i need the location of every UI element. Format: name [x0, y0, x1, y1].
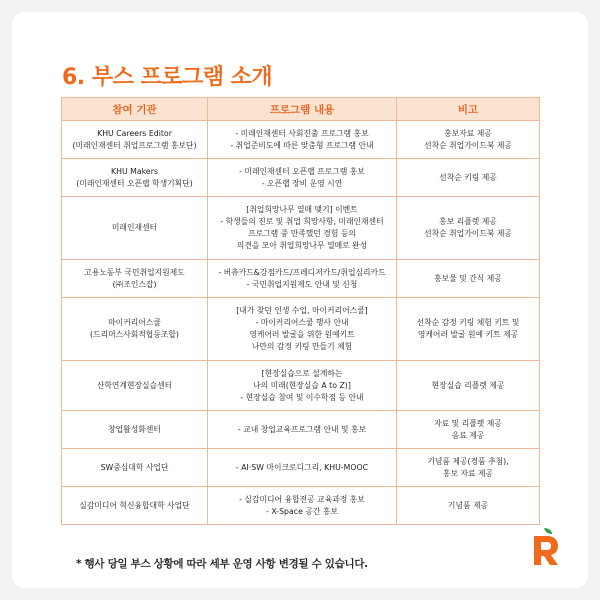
content-cell-line: - 학생들의 진로 및 취업 희망사항, 미래인재센터	[220, 217, 384, 226]
note-cell	[397, 411, 540, 449]
footnote: * 행사 당일 부스 상황에 따라 세부 운영 사항 변경될 수 있습니다.	[76, 558, 368, 570]
note-cell-line: 홍보물 및 간식 제공	[434, 273, 502, 283]
content-cell-line: - 취업준비도에 따른 맞춤형 프로그램 안내	[230, 140, 374, 150]
org-cell-line: (㈜조인스잡)	[112, 279, 157, 289]
content-cell-line: [내가 찾던 인생 수업, 마이커리어스쿨]	[236, 306, 368, 315]
note-cell	[397, 298, 540, 361]
table-row	[62, 487, 540, 525]
note-cell-line: 현장실습 리플렛 제공	[431, 380, 505, 390]
table-row	[62, 197, 540, 260]
content-cell-line: - 국민취업지원제도 안내 및 신청	[246, 279, 358, 289]
table-row	[62, 260, 540, 298]
org-cell	[62, 411, 208, 449]
content-cell	[208, 298, 397, 361]
org-cell	[62, 487, 208, 525]
content-cell-line: 나만의 감정 키링 만들기 체험	[251, 342, 353, 351]
org-cell-line: SW중심대학 사업단	[100, 462, 169, 472]
content-cell-line: - 버츄카드&강점카드/프레디저카드/취업심리카드	[218, 267, 386, 277]
org-cell-line: 마이커리어스쿨	[108, 318, 161, 327]
table-row	[62, 121, 540, 159]
content-cell	[208, 449, 397, 487]
table-header-row	[62, 98, 540, 121]
table-row	[62, 298, 540, 361]
note-cell-line: 기념품 제공	[447, 500, 489, 510]
org-cell	[62, 197, 208, 260]
content-cell-line: - X-Space 공간 홍보	[266, 506, 338, 516]
content-cell	[208, 361, 397, 411]
content-cell	[208, 411, 397, 449]
content-cell-line: - 실감미디어 융합전공 교육과정 홍보	[239, 494, 365, 504]
org-cell-line: KHU Careers Editor	[97, 128, 172, 138]
note-cell	[397, 197, 540, 260]
org-cell	[62, 449, 208, 487]
note-cell	[397, 260, 540, 298]
table-row	[62, 411, 540, 449]
header-content: 프로그램 내용	[208, 98, 397, 121]
content-cell-line: 의견을 모아 취업희망나무 열매로 완성	[236, 241, 368, 250]
note-cell-line: 홍보자료 제공	[444, 128, 492, 138]
org-cell-line: 미래인재센터	[111, 223, 158, 232]
content-cell-line: - 교내 창업교육프로그램 안내 및 홍보	[237, 424, 367, 434]
note-cell-line: 기념품 제공(경품 추첨),	[427, 456, 509, 466]
content-cell	[208, 487, 397, 525]
note-cell-line: 영케어러 발굴 원예 키트 제공	[417, 330, 519, 339]
content-cell-line: 나의 미래(현장실습 A to Z)]	[253, 380, 351, 390]
content-cell-line: - 미래인재센터 사회진출 프로그램 홍보	[235, 128, 369, 138]
content-cell-line: 영케어러 발굴을 위한 원예키트	[249, 330, 355, 339]
org-cell	[62, 260, 208, 298]
table-row	[62, 159, 540, 197]
header-org: 참여 기관	[62, 98, 208, 121]
org-cell	[62, 159, 208, 197]
content-cell-line: - AI·SW 마이크로디그리, KHU-MOOC	[235, 462, 369, 472]
note-cell-line: 음료 제공	[451, 430, 485, 440]
note-cell	[397, 449, 540, 487]
note-cell	[397, 159, 540, 197]
org-cell	[62, 121, 208, 159]
content-cell-line: 프로그램 중 만족했던 경험 등의	[248, 229, 356, 238]
header-note: 비고	[397, 98, 540, 121]
note-cell-line: 선착순 취업가이드북 제공	[424, 140, 512, 150]
content-cell	[208, 121, 397, 159]
content-cell	[208, 197, 397, 260]
org-cell-line: KHU Makers	[111, 166, 158, 176]
content-cell-line: [현장실습으로 설계하는	[261, 368, 343, 378]
org-cell-line: 고용노동부 국민취업지원제도	[84, 267, 185, 277]
note-cell-line: 선착순 취업가이드북 제공	[424, 229, 512, 238]
note-cell	[397, 121, 540, 159]
org-cell-line: 실감미디어 혁신융합대학 사업단	[79, 500, 190, 510]
org-cell-line: 산학연계현장실습센터	[96, 380, 173, 390]
content-cell	[208, 260, 397, 298]
note-cell	[397, 487, 540, 525]
content-cell	[208, 159, 397, 197]
content-cell-line: - 미래인재센터 오픈랩 프로그램 홍보	[239, 166, 365, 176]
org-cell-line: (미래인재센터 취업프로그램 홍보단)	[72, 140, 197, 150]
page-title: 6. 부스 프로그램 소개	[62, 65, 273, 90]
org-cell	[62, 298, 208, 361]
content-cell-line: - 마이커리어스쿨 행사 안내	[255, 318, 349, 327]
content-cell-line: [취업희망나무 열매 맺기] 이벤트	[246, 205, 358, 214]
r-logo-icon	[532, 528, 560, 566]
note-cell-line: 선착순 키링 제공	[439, 172, 497, 182]
org-cell	[62, 361, 208, 411]
booth-program-table	[61, 97, 540, 525]
note-cell-line: 선착순 감정 키링 체험 키트 및	[416, 318, 520, 327]
table-row	[62, 361, 540, 411]
content-cell-line: - 현장실습 참여 및 이수학점 등 안내	[240, 392, 364, 402]
org-cell-line: 창업활성화센터	[108, 424, 161, 434]
content-cell-line: - 오픈랩 장비 운영 시연	[261, 178, 343, 188]
note-cell-line: 홍보 자료 제공	[442, 468, 494, 478]
org-cell-line: (드리머스사회적협동조합)	[90, 330, 179, 339]
table-row	[62, 449, 540, 487]
note-cell	[397, 361, 540, 411]
note-cell-line: 홍보 리플렛 제공	[439, 217, 497, 226]
note-cell-line: 자료 및 리플렛 제공	[434, 418, 502, 428]
org-cell-line: (미래인재센터 오픈랩 학생기획단)	[76, 178, 193, 188]
